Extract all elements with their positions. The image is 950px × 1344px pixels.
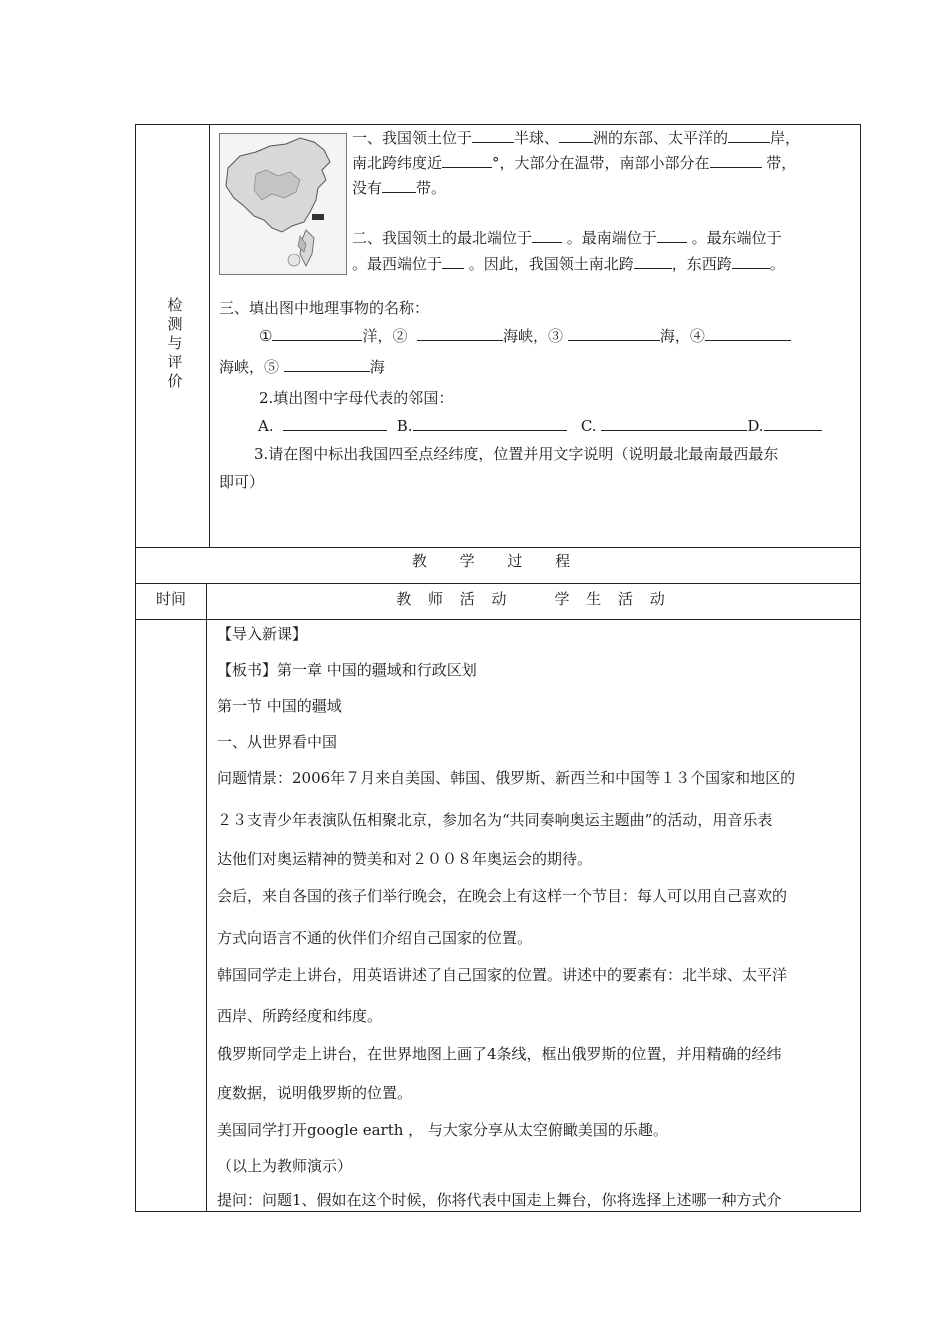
table-border-left [135, 124, 136, 1212]
q1-line1: 一、我国领土位于 半球、 洲的东部、太平洋的 岸， [352, 129, 801, 147]
blank-ew-span[interactable] [732, 254, 770, 269]
paragraph-9: 度数据，说明俄罗斯的位置。 [217, 1084, 413, 1102]
q2-line2: 。最西端位于 。因此，我国领土南北跨 ，东西跨 。 [352, 255, 785, 273]
board-heading: 【板书】第一章 中国的疆域和行政区划 [217, 661, 477, 679]
eval-column-divider [209, 124, 210, 547]
paragraph-1: 问题情景：2006年７月来自美国、韩国、俄罗斯、新西兰和中国等１３个国家和地区的 [217, 769, 796, 787]
blank-latitude-span[interactable] [442, 153, 492, 168]
q3-neighbors-row: A. B. C. D. [258, 416, 822, 436]
blank-item-5[interactable] [284, 357, 370, 372]
blank-hemisphere[interactable] [472, 128, 514, 143]
paragraph-7: 西岸、所跨经度和纬度。 [217, 1007, 383, 1025]
q1-line2: 南北跨纬度近 °，大部分在温带，南部小部分在 带， [352, 154, 797, 172]
blank-coast[interactable] [728, 128, 770, 143]
table-border-right [860, 124, 861, 1212]
header-row-divider [135, 619, 861, 620]
blank-missing-zone[interactable] [382, 178, 416, 193]
q3-neighbors-title: 2.填出图中字母代表的邻国： [259, 389, 454, 407]
paragraph-3: 达他们对奥运精神的赞美和对２００８年奥运会的期待。 [217, 850, 593, 868]
blank-item-2[interactable] [417, 326, 503, 341]
paragraph-4: 会后，来自各国的孩子们举行晚会，在晚会上有这样一个节目：每人可以用自己喜欢的 [217, 887, 788, 905]
blank-item-4[interactable] [705, 326, 791, 341]
intro-heading: 【导入新课】 [217, 625, 308, 643]
blank-south-zone[interactable] [710, 153, 762, 168]
q1-line3: 没有 带。 [352, 179, 447, 197]
paragraph-11: （以上为教师演示） [217, 1157, 353, 1175]
blank-neighbor-b[interactable] [413, 416, 567, 431]
time-column-header: 时间 [155, 590, 186, 608]
blank-item-1[interactable] [272, 326, 362, 341]
blank-neighbor-a[interactable] [283, 416, 387, 431]
paragraph-10: 美国同学打开google earth ， 与大家分享从太空俯瞰美国的乐趣。 [217, 1121, 668, 1139]
q3-title: 三、填出图中地理事物的名称： [219, 299, 430, 317]
china-map-icon [220, 134, 346, 274]
process-title: 教 学 过 程 [411, 552, 585, 570]
q3-row1: ① 洋，② 海峡，③ 海，④ [259, 326, 791, 346]
q3-task3-line2: 即可） [219, 473, 265, 491]
blank-west-point[interactable] [442, 254, 464, 269]
section-label-evaluation: 检测与评价 [167, 296, 183, 390]
blank-continent[interactable] [559, 128, 593, 143]
table-border-bottom [135, 1211, 861, 1212]
blank-south-point[interactable] [657, 228, 687, 243]
paragraph-8: 俄罗斯同学走上讲台，在世界地图上画了4条线，框出俄罗斯的位置，并用精确的经纬 [217, 1045, 782, 1063]
time-column-divider [206, 583, 207, 1212]
q2-line1: 二、我国领土的最北端位于 。最南端位于 。最东端位于 [352, 229, 782, 247]
blank-neighbor-d[interactable] [764, 416, 822, 431]
part1-heading: 一、从世界看中国 [217, 733, 338, 751]
paragraph-12: 提问：问题1、假如在这个时候，你将代表中国走上舞台，你将选择上述哪一种方式介 [217, 1191, 782, 1209]
paragraph-5: 方式向语言不通的伙伴们介绍自己国家的位置。 [217, 929, 533, 947]
blank-ns-span[interactable] [634, 254, 672, 269]
paragraph-6: 韩国同学走上讲台，用英语讲述了自己国家的位置。讲述中的要素有：北半球、太平洋 [217, 966, 788, 984]
paragraph-2: ２３支青少年表演队伍相聚北京，参加名为“共同奏响奥运主题曲”的活动，用音乐表 [217, 811, 773, 829]
section-heading: 第一节 中国的疆域 [217, 697, 342, 715]
blank-north-point[interactable] [532, 228, 562, 243]
process-row-divider [135, 583, 861, 584]
eval-row-divider [135, 547, 861, 548]
blank-neighbor-c[interactable] [601, 416, 747, 431]
activity-column-header: 教 师 活 动 学 生 活 动 [396, 590, 671, 608]
q3-row2: 海峡，⑤ 海 [219, 358, 385, 376]
blank-item-3[interactable] [568, 326, 660, 341]
q3-task3-line1: 3.请在图中标出我国四至点经纬度，位置并用文字说明（说明最北最南最西最东 [254, 445, 779, 463]
china-map-image [219, 133, 347, 275]
table-border-top [135, 124, 861, 125]
